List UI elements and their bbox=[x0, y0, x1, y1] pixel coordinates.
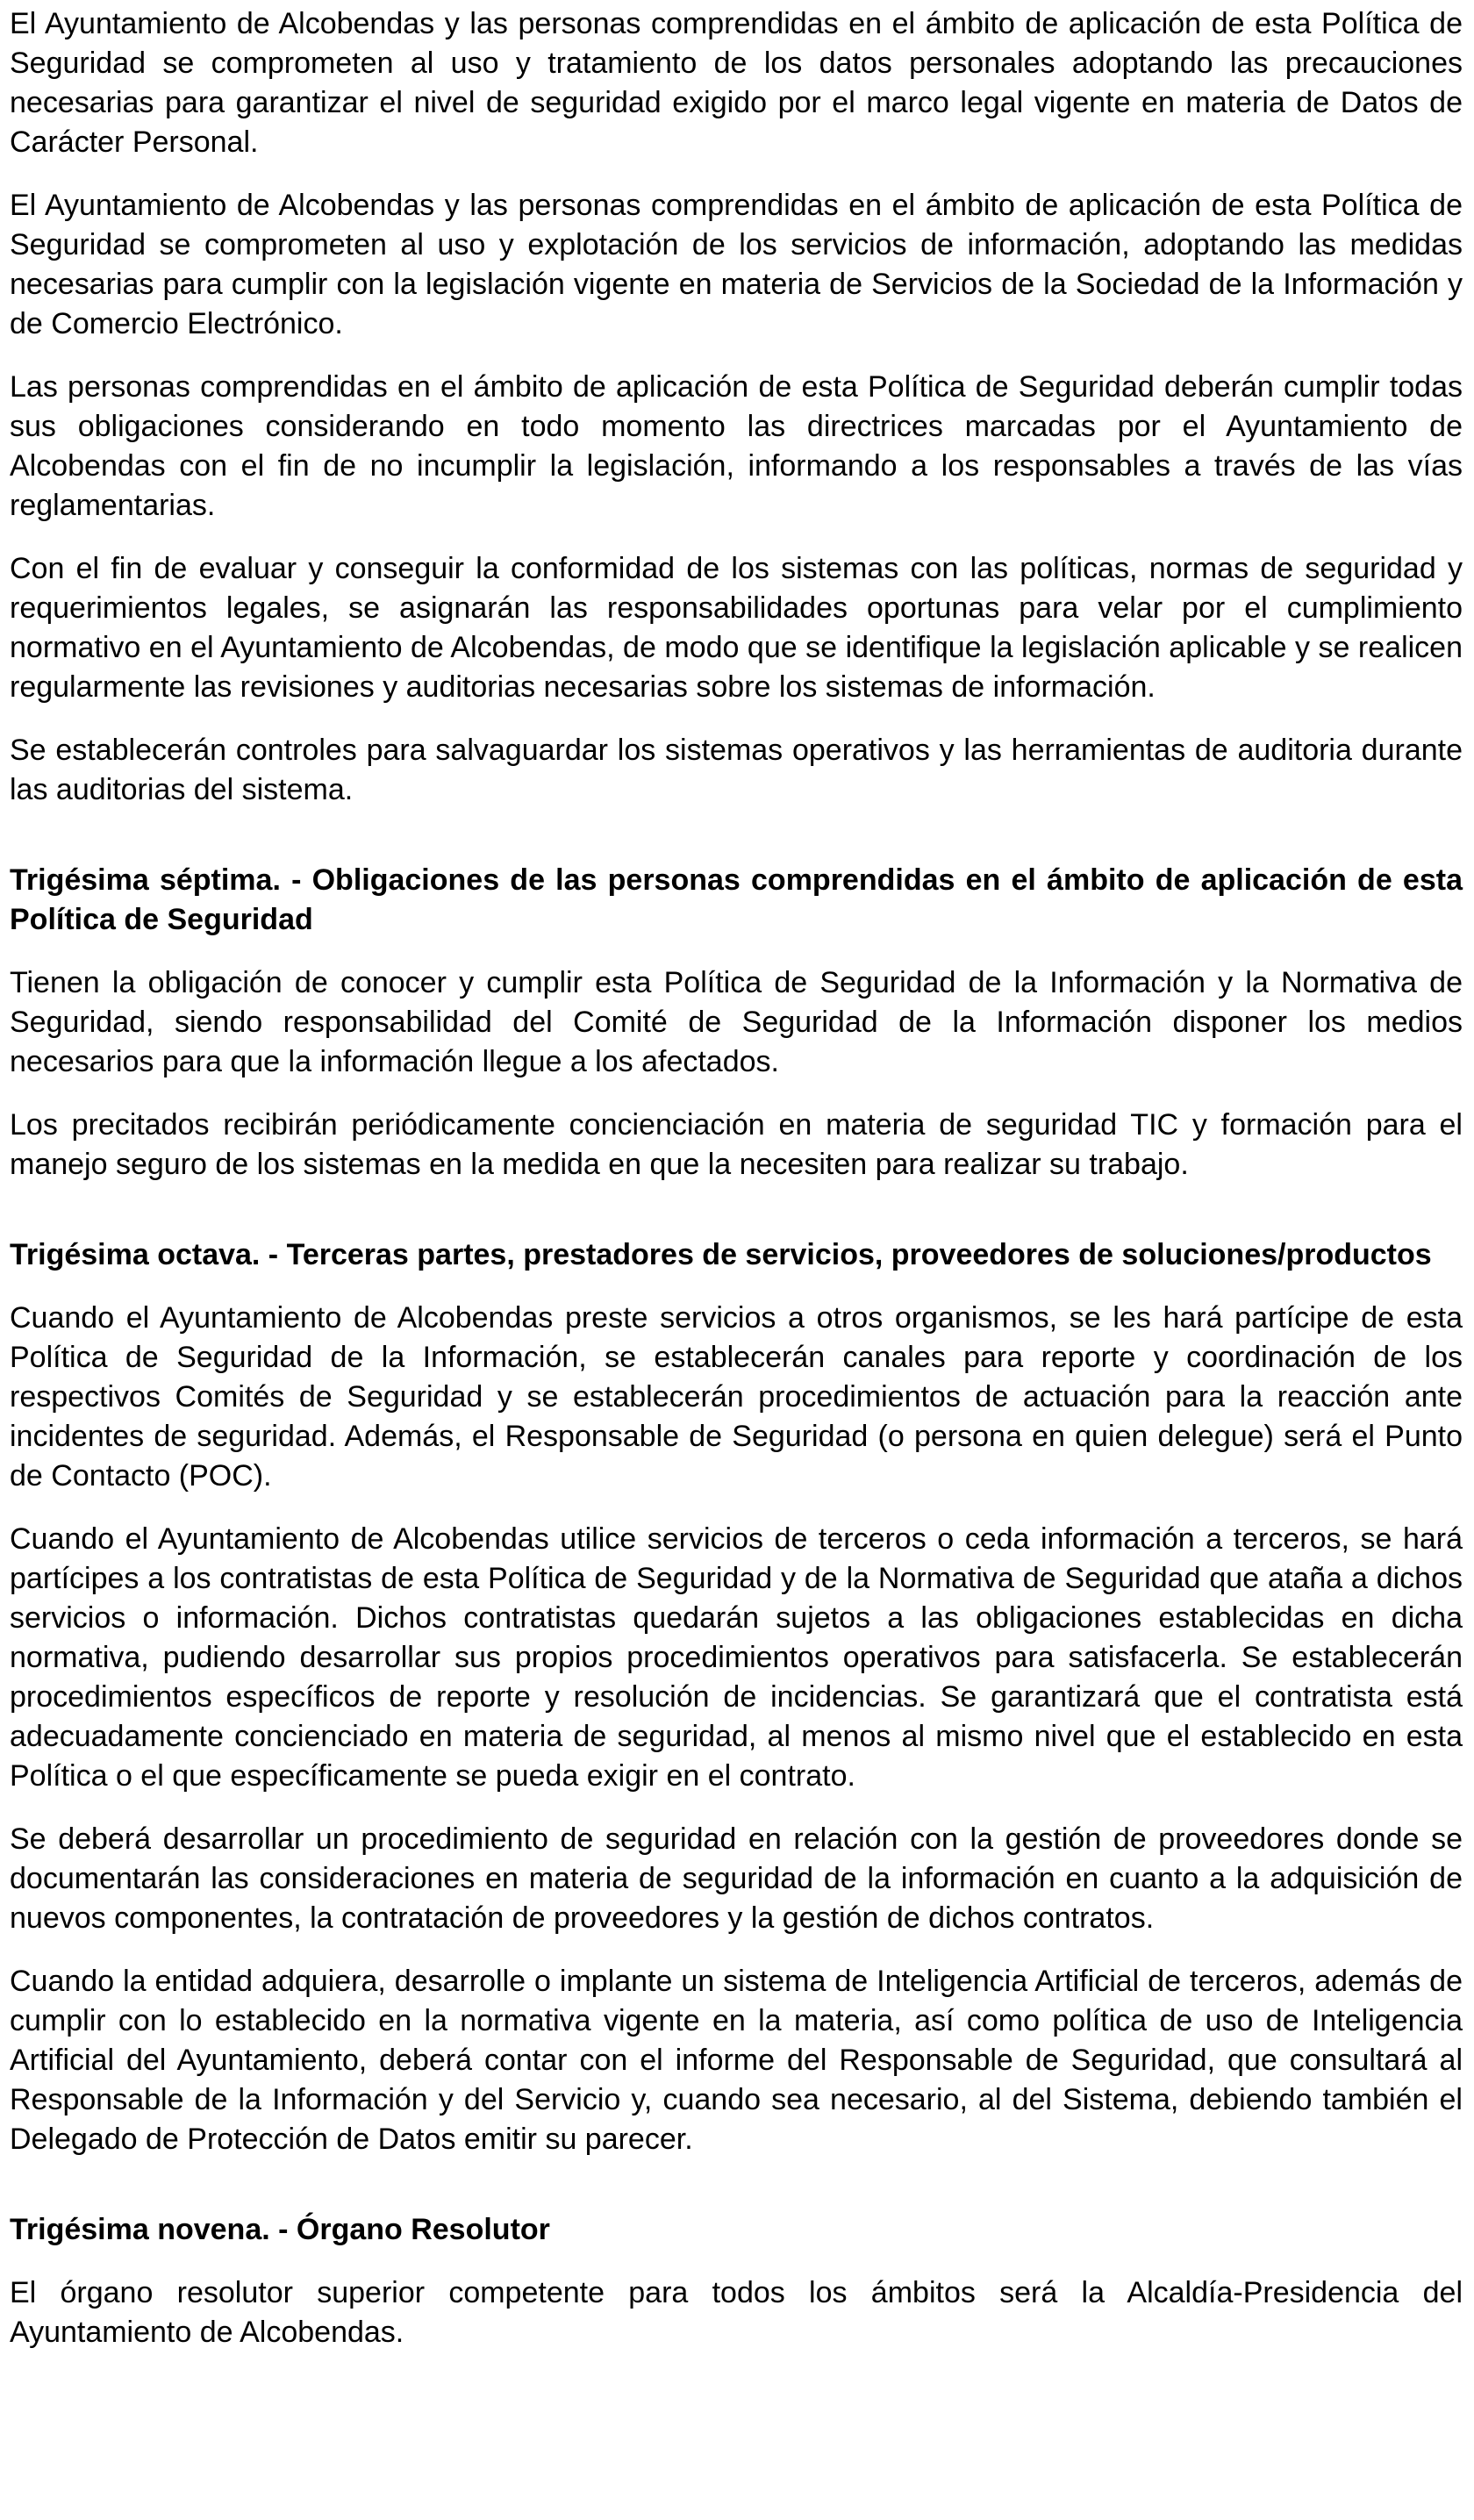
section-heading-trigesima-octava: Trigésima octava. - Terceras partes, prestadores de servicios, proveedores de soluciones/productos bbox=[10, 1238, 1432, 1271]
paragraph-obligacion-conocer: Tienen la obligación de conocer y cumplir esta Política de Seguridad de la Información y la Normativa de Seguridad, siendo responsabilidad del Comité de Seguridad de la Información disponer los medios necesarios para que la información llegue a los afectados. bbox=[10, 966, 1463, 1078]
paragraph-obligaciones-directrices: Las personas comprendidas en el ámbito de aplicación de esta Política de Seguridad deberán cumplir todas sus obligaciones considerando en todo momento las directrices marcadas por el Ayuntamiento de Alcobendas con el fin de no incumplir la legislación, informando a los responsables a través de las vías reglamentarias. bbox=[10, 370, 1463, 522]
paragraph-servicios-terceros: Cuando el Ayuntamiento de Alcobendas utilice servicios de terceros o ceda información a terceros, se hará partícipes a los contratistas de esta Política de Seguridad y de la Normativa de Seguridad que ataña a dichos servicios o información. Dichos contratistas quedarán sujetos a las obligaciones establecidas en dicha normativa, pudiendo desarrollar sus propios procedimientos operativos para satisfacerla. Se establecerán procedimientos específicos de reporte y resolución de incidencias. Se garantizará que el contratista está adecuadamente concienciado en materia de seguridad, al menos al mismo nivel que el establecido en esta Política o el que específicamente se pueda exigir en el contrato. bbox=[10, 1522, 1463, 1793]
paragraph-concienciacion-tic: Los precitados recibirán periódicamente concienciación en materia de seguridad TIC y formación para el manejo seguro de los sistemas en la medida en que la necesiten para realizar su trabajo. bbox=[10, 1108, 1463, 1181]
paragraph-datos-personales: El Ayuntamiento de Alcobendas y las personas comprendidas en el ámbito de aplicación de esta Política de Seguridad se comprometen al uso y tratamiento de los datos personales adoptando las precauciones necesarias para garantizar el nivel de seguridad exigido por el marco legal vigente en materia de Datos de Carácter Personal. bbox=[10, 7, 1463, 159]
paragraph-preste-servicios: Cuando el Ayuntamiento de Alcobendas preste servicios a otros organismos, se les hará partícipe de esta Política de Seguridad de la Información, se establecerán canales para reporte y coordinación de los respectivos Comités de Seguridad y se establecerán procedimientos de actuación para la reacción ante incidentes de seguridad. Además, el Responsable de Seguridad (o persona en quien delegue) será el Punto de Contacto (POC). bbox=[10, 1301, 1463, 1493]
paragraph-gestion-proveedores: Se deberá desarrollar un procedimiento de seguridad en relación con la gestión de proveedores donde se documentarán las consideraciones en materia de seguridad de la información en cuanto a la adquisición de nuevos componentes, la contratación de proveedores y la gestión de dichos contratos. bbox=[10, 1822, 1463, 1935]
paragraph-servicios-informacion: El Ayuntamiento de Alcobendas y las personas comprendidas en el ámbito de aplicación de esta Política de Seguridad se comprometen al uso y explotación de los servicios de información, adoptando las medidas necesarias para cumplir con la legislación vigente en materia de Servicios de la Sociedad de la Información y de Comercio Electrónico. bbox=[10, 189, 1463, 340]
section-heading-trigesima-septima: Trigésima séptima. - Obligaciones de las personas comprendidas en el ámbito de aplicación de esta Política de Seguridad bbox=[10, 863, 1463, 936]
paragraph-controles-auditoria: Se establecerán controles para salvaguardar los sistemas operativos y las herramientas de auditoria durante las auditorias del sistema. bbox=[10, 734, 1463, 806]
section-heading-trigesima-novena: Trigésima novena. - Órgano Resolutor bbox=[10, 2213, 550, 2246]
paragraph-organo-resolutor: El órgano resolutor superior competente para todos los ámbitos será la Alcaldía-Presidencia del Ayuntamiento de Alcobendas. bbox=[10, 2276, 1463, 2349]
paragraph-conformidad-sistemas: Con el fin de evaluar y conseguir la conformidad de los sistemas con las políticas, normas de seguridad y requerimientos legales, se asignarán las responsabilidades oportunas para velar por el cumplimiento normativo en el Ayuntamiento de Alcobendas, de modo que se identifique la legislación aplicable y se realicen regularmente las revisiones y auditorias necesarias sobre los sistemas de información. bbox=[10, 552, 1463, 704]
paragraph-inteligencia-artificial: Cuando la entidad adquiera, desarrolle o implante un sistema de Inteligencia Artificial de terceros, además de cumplir con lo establecido en la normativa vigente en la materia, así como política de uso de Inteligencia Artificial del Ayuntamiento, deberá contar con el informe del Responsable de Seguridad, que consultará al Responsable de la Información y del Servicio y, cuando sea necesario, al del Sistema, debiendo también el Delegado de Protección de Datos emitir su parecer. bbox=[10, 1965, 1463, 2156]
